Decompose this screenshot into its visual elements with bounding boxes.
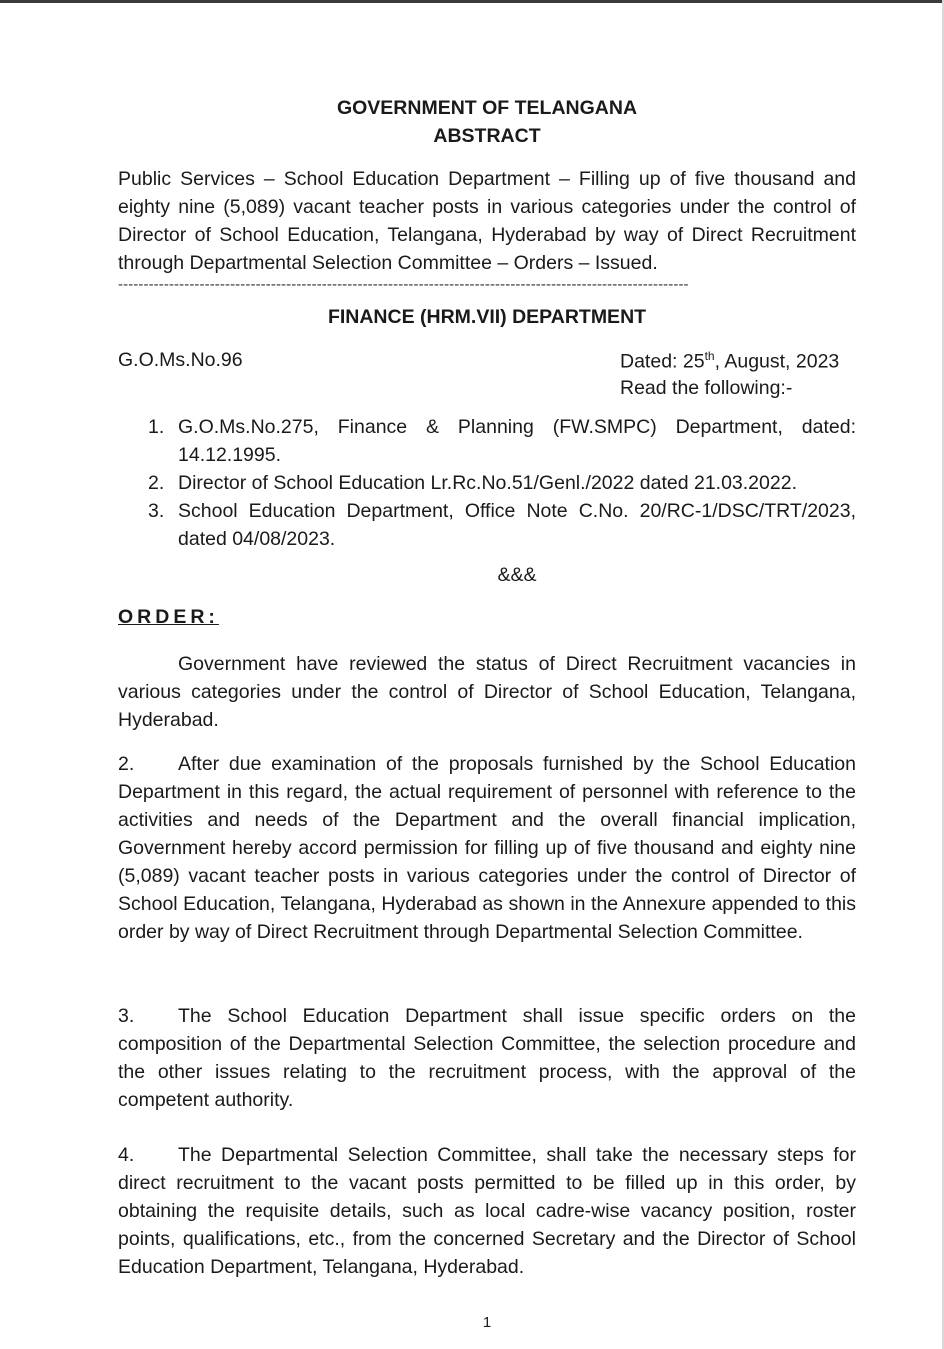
order-paragraph-2 [118, 750, 856, 946]
read-following: Read the following:- [620, 377, 793, 399]
order-heading: ORDER: [118, 606, 219, 628]
paragraph-number: 4. [118, 1144, 135, 1166]
reference-item [148, 413, 856, 469]
dated-line [620, 349, 839, 374]
government-title: GOVERNMENT OF TELANGANA [336, 97, 638, 119]
abstract-title: ABSTRACT [433, 125, 541, 147]
paragraph-number: 3. [118, 1005, 135, 1027]
order-paragraph-3 [118, 1002, 856, 1114]
dated-prefix: Dated: 25 [620, 350, 705, 373]
reference-number: 3. [148, 500, 165, 522]
separator-line: ---------------------------------------------------------------------------------------------------------------- [118, 276, 689, 293]
abstract-text: Public Services – School Education Department – Filling up of five thousand and eighty nine (5,089) vacant teacher posts in various categories under the control of Director of School Education, Telangana, Hyderabad by way of Direct Recruitment through Departmental Selection Committee – Orders – Issued. [118, 168, 856, 274]
reference-item [148, 497, 856, 553]
references-list [148, 413, 856, 553]
page-top-border [0, 0, 944, 3]
dated-superscript: th [704, 349, 715, 363]
ampersand-separator: &&& [497, 564, 537, 586]
paragraph-number: 2. [118, 753, 135, 775]
order-paragraph-1 [118, 650, 856, 734]
paragraph-text: Government have reviewed the status of Direct Recruitment vacancies in various categories under the control of Director of School Education, Telangana, Hyderabad. [118, 653, 856, 731]
paragraph-text: After due examination of the proposals furnished by the School Education Department in this regard, the actual requirement of personnel with reference to the activities and needs of the Department and the overall financial implication, Government hereby accord permission for filling up of five thousand and eighty nine (5,089) vacant teacher posts in various categories under the control of Director of School Education, Telangana, Hyderabad as shown in the Annexure appended to this order by way of Direct Recruitment through Departmental Selection Committee. [118, 753, 856, 943]
department-title: FINANCE (HRM.VII) DEPARTMENT [327, 306, 647, 328]
page-number: 1 [482, 1314, 492, 1331]
order-paragraph-4 [118, 1141, 856, 1281]
reference-text: G.O.Ms.No.275, Finance & Planning (FW.SMPC) Department, dated: 14.12.1995. [178, 416, 856, 466]
paragraph-text: The Departmental Selection Committee, shall take the necessary steps for direct recruitment to the vacant posts permitted to be filled up in this order, by obtaining the requisite details, such as local cadre-wise vacancy position, roster points, qualifications, etc., from the concerned Secretary and the Director of School Education Department, Telangana, Hyderabad. [118, 1144, 856, 1278]
paragraph-text: The School Education Department shall issue specific orders on the composition of the Departmental Selection Committee, the selection procedure and the other issues relating to the recruitment process, with the approval of the competent authority. [118, 1005, 856, 1111]
reference-text: Director of School Education Lr.Rc.No.51/Genl./2022 dated 21.03.2022. [178, 472, 797, 494]
reference-number: 1. [148, 416, 165, 438]
reference-item [148, 469, 856, 497]
reference-number: 2. [148, 472, 165, 494]
reference-text: School Education Department, Office Note C.No. 20/RC-1/DSC/TRT/2023, dated 04/08/2023. [178, 500, 856, 550]
go-number: G.O.Ms.No.96 [118, 349, 243, 371]
dated-suffix: , August, 2023 [714, 350, 840, 373]
